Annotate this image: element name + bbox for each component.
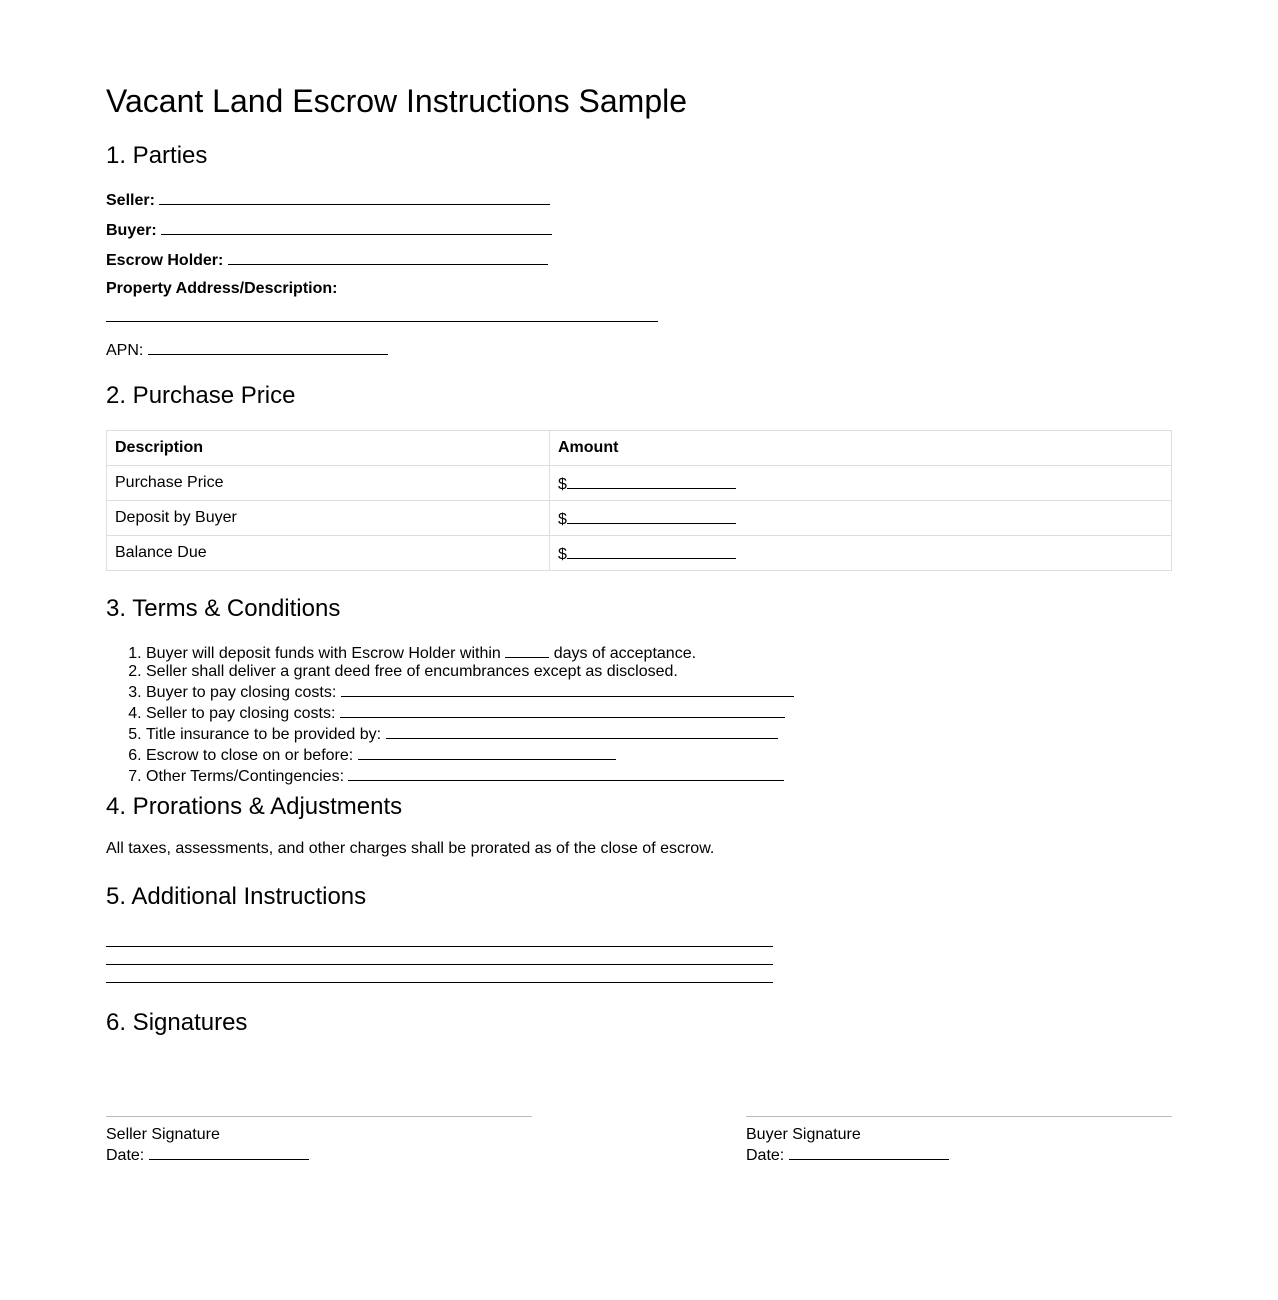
property-label: Property Address/Description: [106,280,338,297]
other-terms-blank[interactable] [348,765,784,781]
table-header-row [107,431,1172,466]
row-amount-cell [550,536,1172,571]
seller-date-row [106,1144,532,1165]
seller-label: Seller: [106,192,155,209]
row-description: Deposit by Buyer [107,501,550,536]
seller-signature-label: Seller Signature [106,1126,220,1143]
term-text: Other Terms/Contingencies: [146,768,345,785]
dollar-sign: $ [558,545,567,563]
column-header-amount: Amount [550,431,1172,466]
table-row [107,536,1172,571]
buyer-label: Buyer: [106,222,157,239]
buyer-signature-block [746,1116,1172,1165]
terms-item [146,744,794,765]
escrow-holder-blank[interactable] [228,249,548,265]
apn-blank[interactable] [148,339,388,355]
buyer-date-blank[interactable] [789,1144,949,1160]
title-insurance-blank[interactable] [386,723,778,739]
additional-line-1[interactable] [106,946,773,947]
term-text: Escrow to close on or before: [146,747,354,764]
escrow-holder-field [106,249,548,271]
terms-item [146,723,794,744]
section-heading-additional: 5. Additional Instructions [106,883,367,910]
term-text: Buyer to pay closing costs: [146,684,337,701]
purchase-price-table [106,430,1172,571]
section-heading-parties: 1. Parties [106,142,208,169]
terms-item [146,702,794,723]
buyer-date-row [746,1144,1172,1165]
property-blank-row [106,306,658,328]
amount-blank[interactable] [567,508,736,524]
seller-date-blank[interactable] [149,1144,309,1160]
apn-label: APN: [106,342,144,359]
seller-signature-block [106,1116,532,1165]
buyer-closing-costs-blank[interactable] [341,681,794,697]
property-field [106,279,337,299]
buyer-signature-line[interactable] [746,1116,1172,1117]
term-text: Seller to pay closing costs: [146,705,336,722]
date-label: Date: [106,1147,145,1164]
row-amount-cell [550,466,1172,501]
seller-signature-line[interactable] [106,1116,532,1117]
terms-list [106,642,794,786]
terms-item [146,663,794,681]
escrow-holder-label: Escrow Holder: [106,252,224,269]
term-text-after: days of acceptance. [553,645,697,662]
term-text: Buyer will deposit funds with Escrow Holder within [146,645,501,662]
dollar-sign: $ [558,510,567,528]
terms-item [146,765,794,786]
seller-blank[interactable] [159,189,550,205]
term-text: Title insurance to be provided by: [146,726,382,743]
column-header-description: Description [107,431,550,466]
table-row [107,466,1172,501]
seller-field [106,189,550,211]
date-label: Date: [746,1147,785,1164]
section-heading-terms: 3. Terms & Conditions [106,595,341,622]
additional-line-3[interactable] [106,982,773,983]
table-row [107,501,1172,536]
seller-closing-costs-blank[interactable] [340,702,785,718]
additional-line-2[interactable] [106,964,773,965]
close-date-blank[interactable] [358,744,616,760]
term-text: Seller shall deliver a grant deed free of encumbrances except as disclosed. [146,663,678,680]
prorations-text: All taxes, assessments, and other charges shall be prorated as of the close of escrow. [106,840,715,857]
apn-field [106,339,388,361]
section-heading-purchase-price: 2. Purchase Price [106,382,296,409]
amount-blank[interactable] [567,543,736,559]
row-description: Balance Due [107,536,550,571]
dollar-sign: $ [558,475,567,493]
row-amount-cell [550,501,1172,536]
property-blank[interactable] [106,306,658,322]
row-description: Purchase Price [107,466,550,501]
section-heading-signatures: 6. Signatures [106,1009,248,1036]
days-blank[interactable] [505,642,549,658]
document-title: Vacant Land Escrow Instructions Sample [106,83,688,119]
buyer-signature-label: Buyer Signature [746,1126,861,1143]
terms-item [146,681,794,702]
section-heading-prorations: 4. Prorations & Adjustments [106,793,403,820]
buyer-field [106,219,552,241]
amount-blank[interactable] [567,473,736,489]
terms-item [146,642,794,663]
buyer-blank[interactable] [161,219,552,235]
